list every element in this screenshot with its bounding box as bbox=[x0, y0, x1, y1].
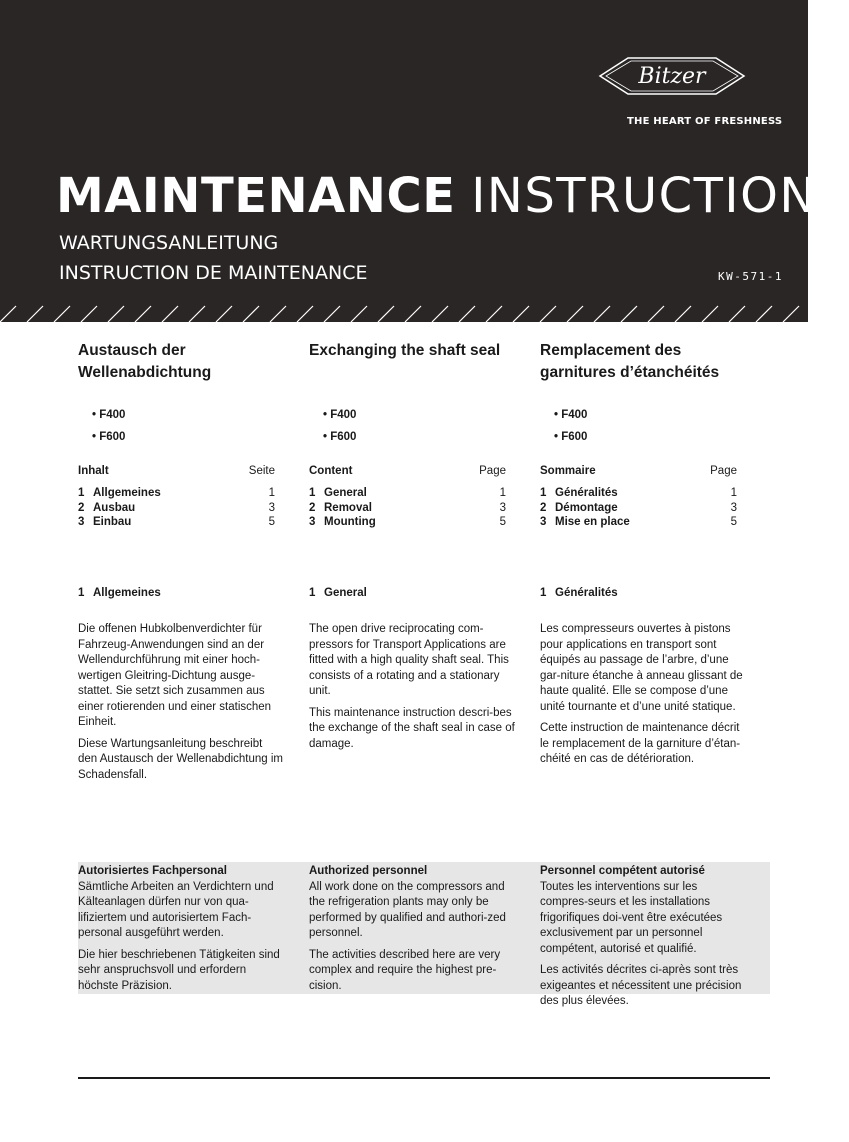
section-heading bbox=[78, 587, 161, 599]
toc-title: Ausbau bbox=[93, 501, 136, 514]
stripe-line bbox=[189, 306, 205, 322]
authorized-personnel-english bbox=[309, 864, 517, 1000]
stripe-line bbox=[459, 306, 475, 322]
toc-page-label: Seite bbox=[248, 465, 275, 477]
toc-row[interactable] bbox=[540, 486, 737, 501]
toc-page: 1 bbox=[499, 487, 506, 499]
toc-label: Inhalt bbox=[78, 465, 109, 477]
paragraph: Cette instruction de maintenance décrit le remplacement de la garniture d’étan-chéité en cas de détérioration. bbox=[540, 722, 741, 765]
stripe-band bbox=[0, 306, 808, 322]
authorized-personnel-french bbox=[540, 864, 748, 1016]
paragraph: This maintenance instruction descri-bes the exchange of the shaft seal in case of damage. bbox=[309, 706, 515, 750]
stripe-line bbox=[621, 306, 637, 322]
stripe-line bbox=[702, 306, 718, 322]
toc-number: 1 bbox=[540, 487, 547, 499]
paragraph: Toutes les interventions sur les compres-seurs et les installations frigorifiques doi-vent être exécutées exclusivement par un personnel compétent, autorisé et qualifié. bbox=[540, 880, 723, 955]
document-number: KW-571-1 bbox=[718, 270, 783, 283]
toc-title: Mounting bbox=[324, 516, 376, 528]
stripe-line bbox=[54, 306, 70, 322]
stripe-line bbox=[81, 306, 97, 322]
toc-number: 2 bbox=[540, 501, 547, 514]
stripe-line bbox=[324, 306, 340, 322]
stripe-line bbox=[0, 306, 16, 322]
stripe-line bbox=[405, 306, 421, 322]
toc-page: 5 bbox=[730, 516, 737, 528]
model-list bbox=[309, 404, 356, 448]
toc-title: Mise en place bbox=[555, 516, 630, 528]
auth-title: Authorized personnel bbox=[309, 865, 428, 877]
section-number: 1 bbox=[540, 587, 547, 599]
toc-page: 5 bbox=[268, 516, 275, 528]
toc-number: 1 bbox=[309, 487, 316, 499]
model-item: • F400 bbox=[554, 409, 588, 421]
toc-row[interactable] bbox=[78, 515, 275, 530]
toc-row[interactable] bbox=[540, 515, 737, 530]
paragraph: Die offenen Hubkolbenverdichter für Fahrzeug-Anwendungen sind an der Wellendurchführung mit einer hoch-wertigen Gleitring-Dichtung ausge-stattet. Sie setzt sich zusammen aus einer rotierenden und einer statischen Einheit. bbox=[78, 623, 272, 728]
toc-number: 3 bbox=[309, 516, 316, 528]
section-title: General bbox=[324, 587, 367, 599]
toc-title: Einbau bbox=[93, 516, 132, 528]
toc-row[interactable] bbox=[309, 486, 506, 501]
toc-number: 3 bbox=[540, 516, 547, 528]
model-item: • F400 bbox=[92, 409, 126, 421]
logo-wordmark: Bitzer bbox=[638, 64, 706, 89]
table-of-contents bbox=[78, 462, 275, 530]
stripe-line bbox=[729, 306, 745, 322]
toc-row[interactable] bbox=[309, 501, 506, 516]
model-item: • F600 bbox=[554, 431, 588, 443]
toc-number: 2 bbox=[309, 501, 316, 514]
stripe-line bbox=[297, 306, 313, 322]
toc-title: Généralités bbox=[555, 487, 618, 499]
stripe-line bbox=[27, 306, 43, 322]
toc-title: Allgemeines bbox=[93, 487, 161, 499]
toc-number: 1 bbox=[78, 487, 85, 499]
section-title: Allgemeines bbox=[93, 587, 161, 599]
auth-title: Personnel compétent autorisé bbox=[540, 865, 705, 877]
stripe-line bbox=[513, 306, 529, 322]
authorized-personnel-german bbox=[78, 864, 286, 1000]
stripe-line bbox=[756, 306, 772, 322]
toc-label: Sommaire bbox=[540, 465, 596, 477]
section-body bbox=[309, 622, 515, 758]
stripe-line bbox=[567, 306, 583, 322]
table-of-contents bbox=[309, 462, 506, 530]
section-number: 1 bbox=[78, 587, 85, 599]
section-body bbox=[78, 622, 284, 789]
stripe-line bbox=[351, 306, 367, 322]
stripe-line bbox=[810, 306, 826, 322]
stripe-line bbox=[378, 306, 394, 322]
paragraph: The open drive reciprocating com-pressors for Transport Applications are fitted with a high quality shaft seal. This consists of a rotating and a stationary unit. bbox=[309, 623, 509, 697]
section-heading bbox=[309, 587, 367, 599]
title-bold: MAINTENANCE bbox=[56, 168, 456, 224]
stripe-line bbox=[270, 306, 286, 322]
toc-title: Removal bbox=[324, 501, 372, 514]
stripe-line bbox=[594, 306, 610, 322]
footer-rule bbox=[78, 1077, 770, 1079]
auth-title: Autorisiertes Fachpersonal bbox=[78, 865, 227, 877]
toc-page: 5 bbox=[499, 516, 506, 528]
stripe-line bbox=[432, 306, 448, 322]
toc-row[interactable] bbox=[309, 515, 506, 530]
paragraph: All work done on the compressors and the refrigeration plants may only be performed by qualified and authori-zed personnel. bbox=[309, 880, 506, 939]
header-banner bbox=[0, 0, 849, 322]
table-of-contents bbox=[540, 462, 737, 530]
subtitle-french: INSTRUCTION DE MAINTENANCE bbox=[59, 262, 368, 284]
model-list bbox=[78, 404, 125, 448]
column-heading: Remplacement des garnitures d’étanchéités bbox=[540, 342, 720, 381]
stripe-line bbox=[540, 306, 556, 322]
section-title: Généralités bbox=[555, 587, 618, 599]
toc-row[interactable] bbox=[78, 501, 275, 516]
column-heading: Austausch der Wellenabdichtung bbox=[78, 342, 212, 381]
toc-page: 3 bbox=[730, 501, 737, 514]
toc-title: General bbox=[324, 487, 367, 499]
page-title bbox=[56, 168, 849, 224]
toc-page: 1 bbox=[730, 487, 737, 499]
toc-page: 3 bbox=[268, 501, 275, 514]
toc-title: Démontage bbox=[555, 501, 618, 514]
subtitle-german: WARTUNGSANLEITUNG bbox=[59, 232, 279, 254]
stripe-line bbox=[783, 306, 799, 322]
stripe-line bbox=[486, 306, 502, 322]
stripe-line bbox=[135, 306, 151, 322]
toc-number: 2 bbox=[78, 501, 85, 514]
paragraph: Diese Wartungsanleitung beschreibt den Austausch der Wellenabdichtung im Schadensfall. bbox=[78, 737, 284, 781]
toc-label: Content bbox=[309, 465, 353, 477]
paragraph: Die hier beschriebenen Tätigkeiten sind sehr anspruchsvoll und erfordern höchste Präzision. bbox=[78, 948, 280, 992]
paragraph: Sämtliche Arbeiten an Verdichtern und Kälteanlagen dürfen nur von qua-lifiziertem und autorisiertem Fach-personal ausgeführt werden. bbox=[78, 880, 274, 939]
toc-page: 1 bbox=[268, 487, 275, 499]
tagline: THE HEART OF FRESHNESS bbox=[627, 116, 783, 127]
stripe-line bbox=[243, 306, 259, 322]
model-item: • F600 bbox=[92, 431, 126, 443]
toc-page: 3 bbox=[499, 501, 506, 514]
model-item: • F400 bbox=[323, 409, 357, 421]
model-list bbox=[540, 404, 587, 448]
toc-row[interactable] bbox=[540, 501, 737, 516]
model-item: • F600 bbox=[323, 431, 357, 443]
stripe-line bbox=[675, 306, 691, 322]
paragraph: Les activités décrites ci-après sont très exigeantes et nécessitent une précision des plus élevées. bbox=[540, 964, 742, 1007]
stripe-line bbox=[648, 306, 664, 322]
paragraph: The activities described here are very complex and require the highest pre-cision. bbox=[309, 948, 501, 992]
toc-number: 3 bbox=[78, 516, 85, 528]
stripe-line bbox=[216, 306, 232, 322]
title-light: INSTRUCTIONS bbox=[471, 168, 849, 224]
toc-page-label: Page bbox=[479, 465, 506, 477]
toc-page-label: Page bbox=[710, 465, 737, 477]
column-heading: Exchanging the shaft seal bbox=[309, 342, 501, 359]
section-heading bbox=[540, 587, 618, 599]
section-number: 1 bbox=[309, 587, 316, 599]
stripe-line bbox=[162, 306, 178, 322]
toc-row[interactable] bbox=[78, 486, 275, 501]
bitzer-logo bbox=[598, 52, 746, 100]
stripe-line bbox=[108, 306, 124, 322]
section-body bbox=[540, 622, 746, 774]
paragraph: Les compresseurs ouvertes à pistons pour applications en transport sont équipés au passage de l’arbre, d’une gar-niture étanche à anneau glissant de haute qualité. Elle se compose d’une unité tournante et d’une unité statique. bbox=[540, 623, 743, 713]
